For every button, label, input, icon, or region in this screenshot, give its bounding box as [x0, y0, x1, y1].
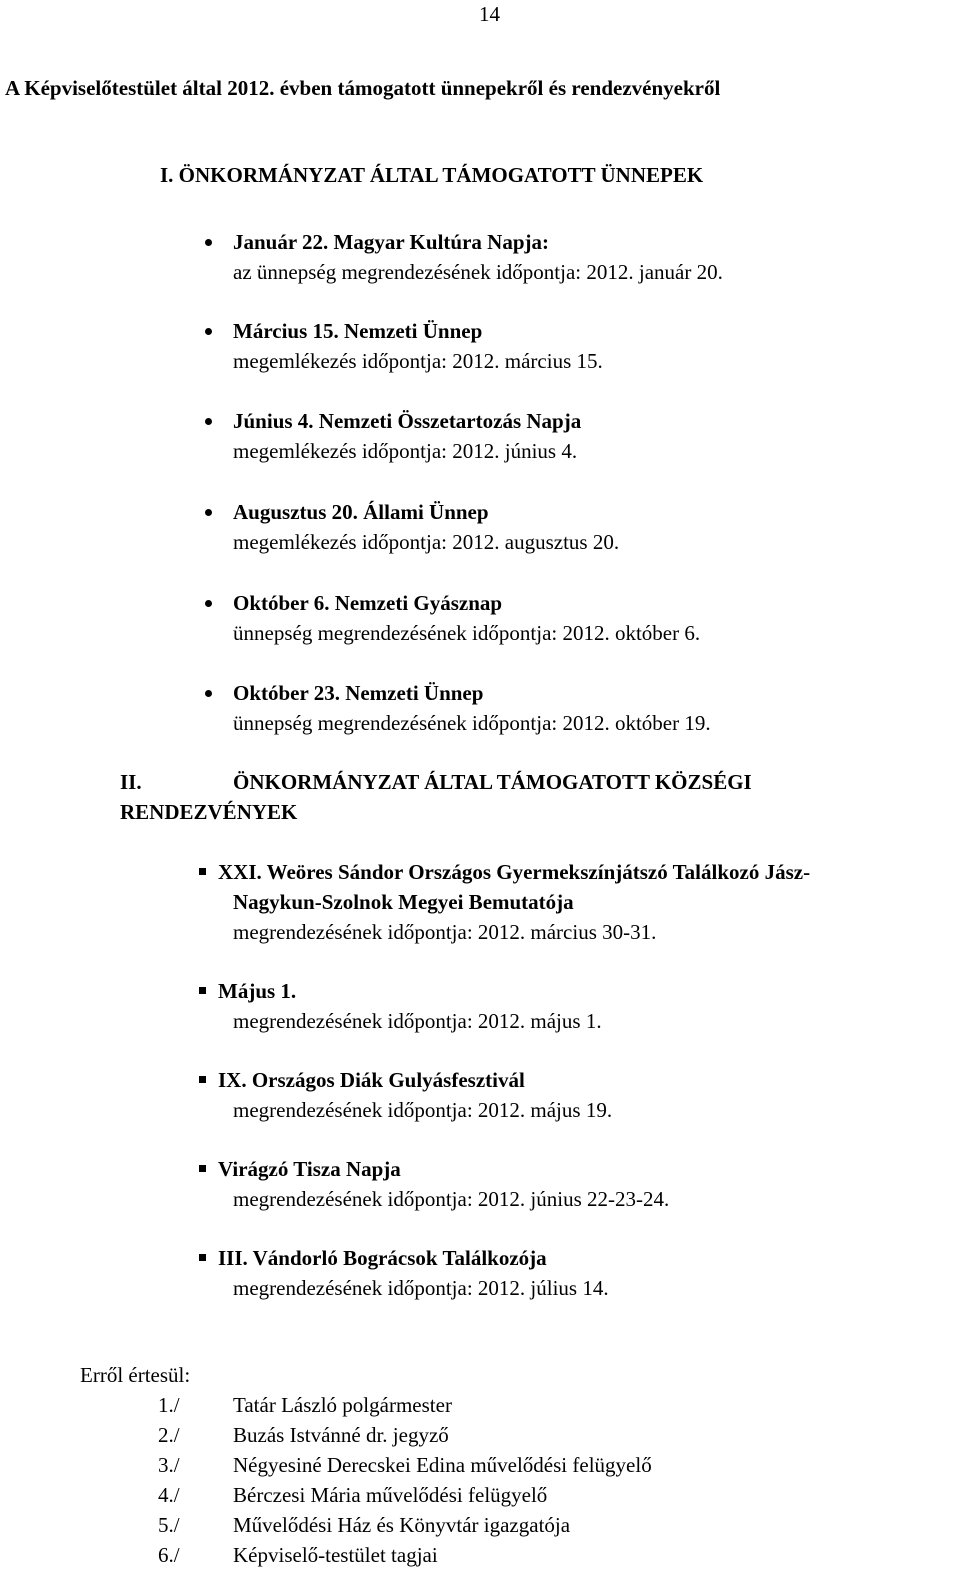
section2-number: II.: [120, 770, 142, 794]
event-detail: megrendezésének időpontja: 2012. május 1.: [233, 1009, 602, 1033]
bullet-icon: [199, 868, 206, 875]
event-title-continued: Nagykun-Szolnok Megyei Bemutatója: [233, 890, 574, 914]
document-title: A Képviselőtestület által 2012. évben támogatott ünnepekről és rendezvényekről: [5, 76, 721, 100]
bullet-icon: [205, 690, 212, 697]
list-item: [0, 1390, 960, 1420]
list-item: [0, 1450, 960, 1480]
holiday-title: Október 6. Nemzeti Gyásznap: [233, 591, 503, 615]
recipient-name: Művelődési Ház és Könyvtár igazgatója: [233, 1513, 571, 1537]
recipient-name: Négyesiné Derecskei Edina művelődési felügyelő: [233, 1453, 652, 1477]
bullet-icon: [199, 1254, 206, 1261]
bullet-icon: [199, 1165, 206, 1172]
list-item: [0, 678, 960, 738]
event-title: IX. Országos Diák Gulyásfesztivál: [218, 1068, 525, 1092]
section1-heading: I. ÖNKORMÁNYZAT ÁLTAL TÁMOGATOTT ÜNNEPEK: [160, 163, 704, 187]
list-item: [0, 1154, 960, 1214]
section2-heading-continued: RENDEZVÉNYEK: [120, 800, 298, 824]
holiday-detail: ünnepség megrendezésének időpontja: 2012. október 6.: [233, 621, 701, 645]
list-item: [0, 497, 960, 557]
recipient-name: Bérczesi Mária művelődési felügyelő: [233, 1483, 548, 1507]
recipient-number: 2./: [158, 1423, 180, 1447]
recipient-name: Tatár László polgármester: [233, 1393, 452, 1417]
section2-heading: ÖNKORMÁNYZAT ÁLTAL TÁMOGATOTT KÖZSÉGI: [233, 770, 752, 794]
notification-heading: Erről értesül:: [80, 1363, 191, 1387]
list-item: [0, 1540, 960, 1570]
recipient-number: 3./: [158, 1453, 180, 1477]
bullet-icon: [205, 509, 212, 516]
holiday-detail: megemlékezés időpontja: 2012. augusztus 20.: [233, 530, 620, 554]
recipient-name: Képviselő-testület tagjai: [233, 1543, 438, 1567]
holiday-title: Június 4. Nemzeti Összetartozás Napja: [233, 409, 582, 433]
bullet-icon: [205, 239, 212, 246]
list-item: [0, 857, 960, 947]
event-title: XXI. Weöres Sándor Országos Gyermekszínjátszó Találkozó Jász-: [218, 860, 811, 884]
bullet-icon: [205, 328, 212, 335]
holiday-title: Március 15. Nemzeti Ünnep: [233, 319, 483, 343]
list-item: [0, 976, 960, 1036]
holiday-detail: ünnepség megrendezésének időpontja: 2012. október 19.: [233, 711, 711, 735]
holiday-title: Augusztus 20. Állami Ünnep: [233, 500, 489, 524]
list-item: [0, 1420, 960, 1450]
recipient-number: 5./: [158, 1513, 180, 1537]
event-detail: megrendezésének időpontja: 2012. május 19.: [233, 1098, 613, 1122]
event-detail: megrendezésének időpontja: 2012. március 30-31.: [233, 920, 657, 944]
recipient-name: Buzás Istvánné dr. jegyző: [233, 1423, 449, 1447]
list-item: [0, 316, 960, 376]
list-item: [0, 588, 960, 648]
event-title: III. Vándorló Bográcsok Találkozója: [218, 1246, 547, 1270]
list-item: [0, 1243, 960, 1303]
event-detail: megrendezésének időpontja: 2012. június 22-23-24.: [233, 1187, 670, 1211]
recipient-number: 1./: [158, 1393, 180, 1417]
recipient-number: 6./: [158, 1543, 180, 1567]
list-item: [0, 1480, 960, 1510]
page-number: 14: [479, 2, 500, 26]
holiday-detail: megemlékezés időpontja: 2012. június 4.: [233, 439, 578, 463]
bullet-icon: [199, 1076, 206, 1083]
list-item: [0, 227, 960, 287]
event-detail: megrendezésének időpontja: 2012. július 14.: [233, 1276, 609, 1300]
event-title: Virágzó Tisza Napja: [218, 1157, 401, 1181]
holiday-detail: az ünnepség megrendezésének időpontja: 2012. január 20.: [233, 260, 723, 284]
recipient-number: 4./: [158, 1483, 180, 1507]
list-item: [0, 406, 960, 466]
list-item: [0, 1065, 960, 1125]
holiday-detail: megemlékezés időpontja: 2012. március 15.: [233, 349, 603, 373]
holiday-title: Január 22. Magyar Kultúra Napja:: [233, 230, 549, 254]
event-title: Május 1.: [218, 979, 297, 1003]
holiday-title: Október 23. Nemzeti Ünnep: [233, 681, 484, 705]
bullet-icon: [205, 600, 212, 607]
bullet-icon: [199, 987, 206, 994]
bullet-icon: [205, 418, 212, 425]
list-item: [0, 1510, 960, 1540]
